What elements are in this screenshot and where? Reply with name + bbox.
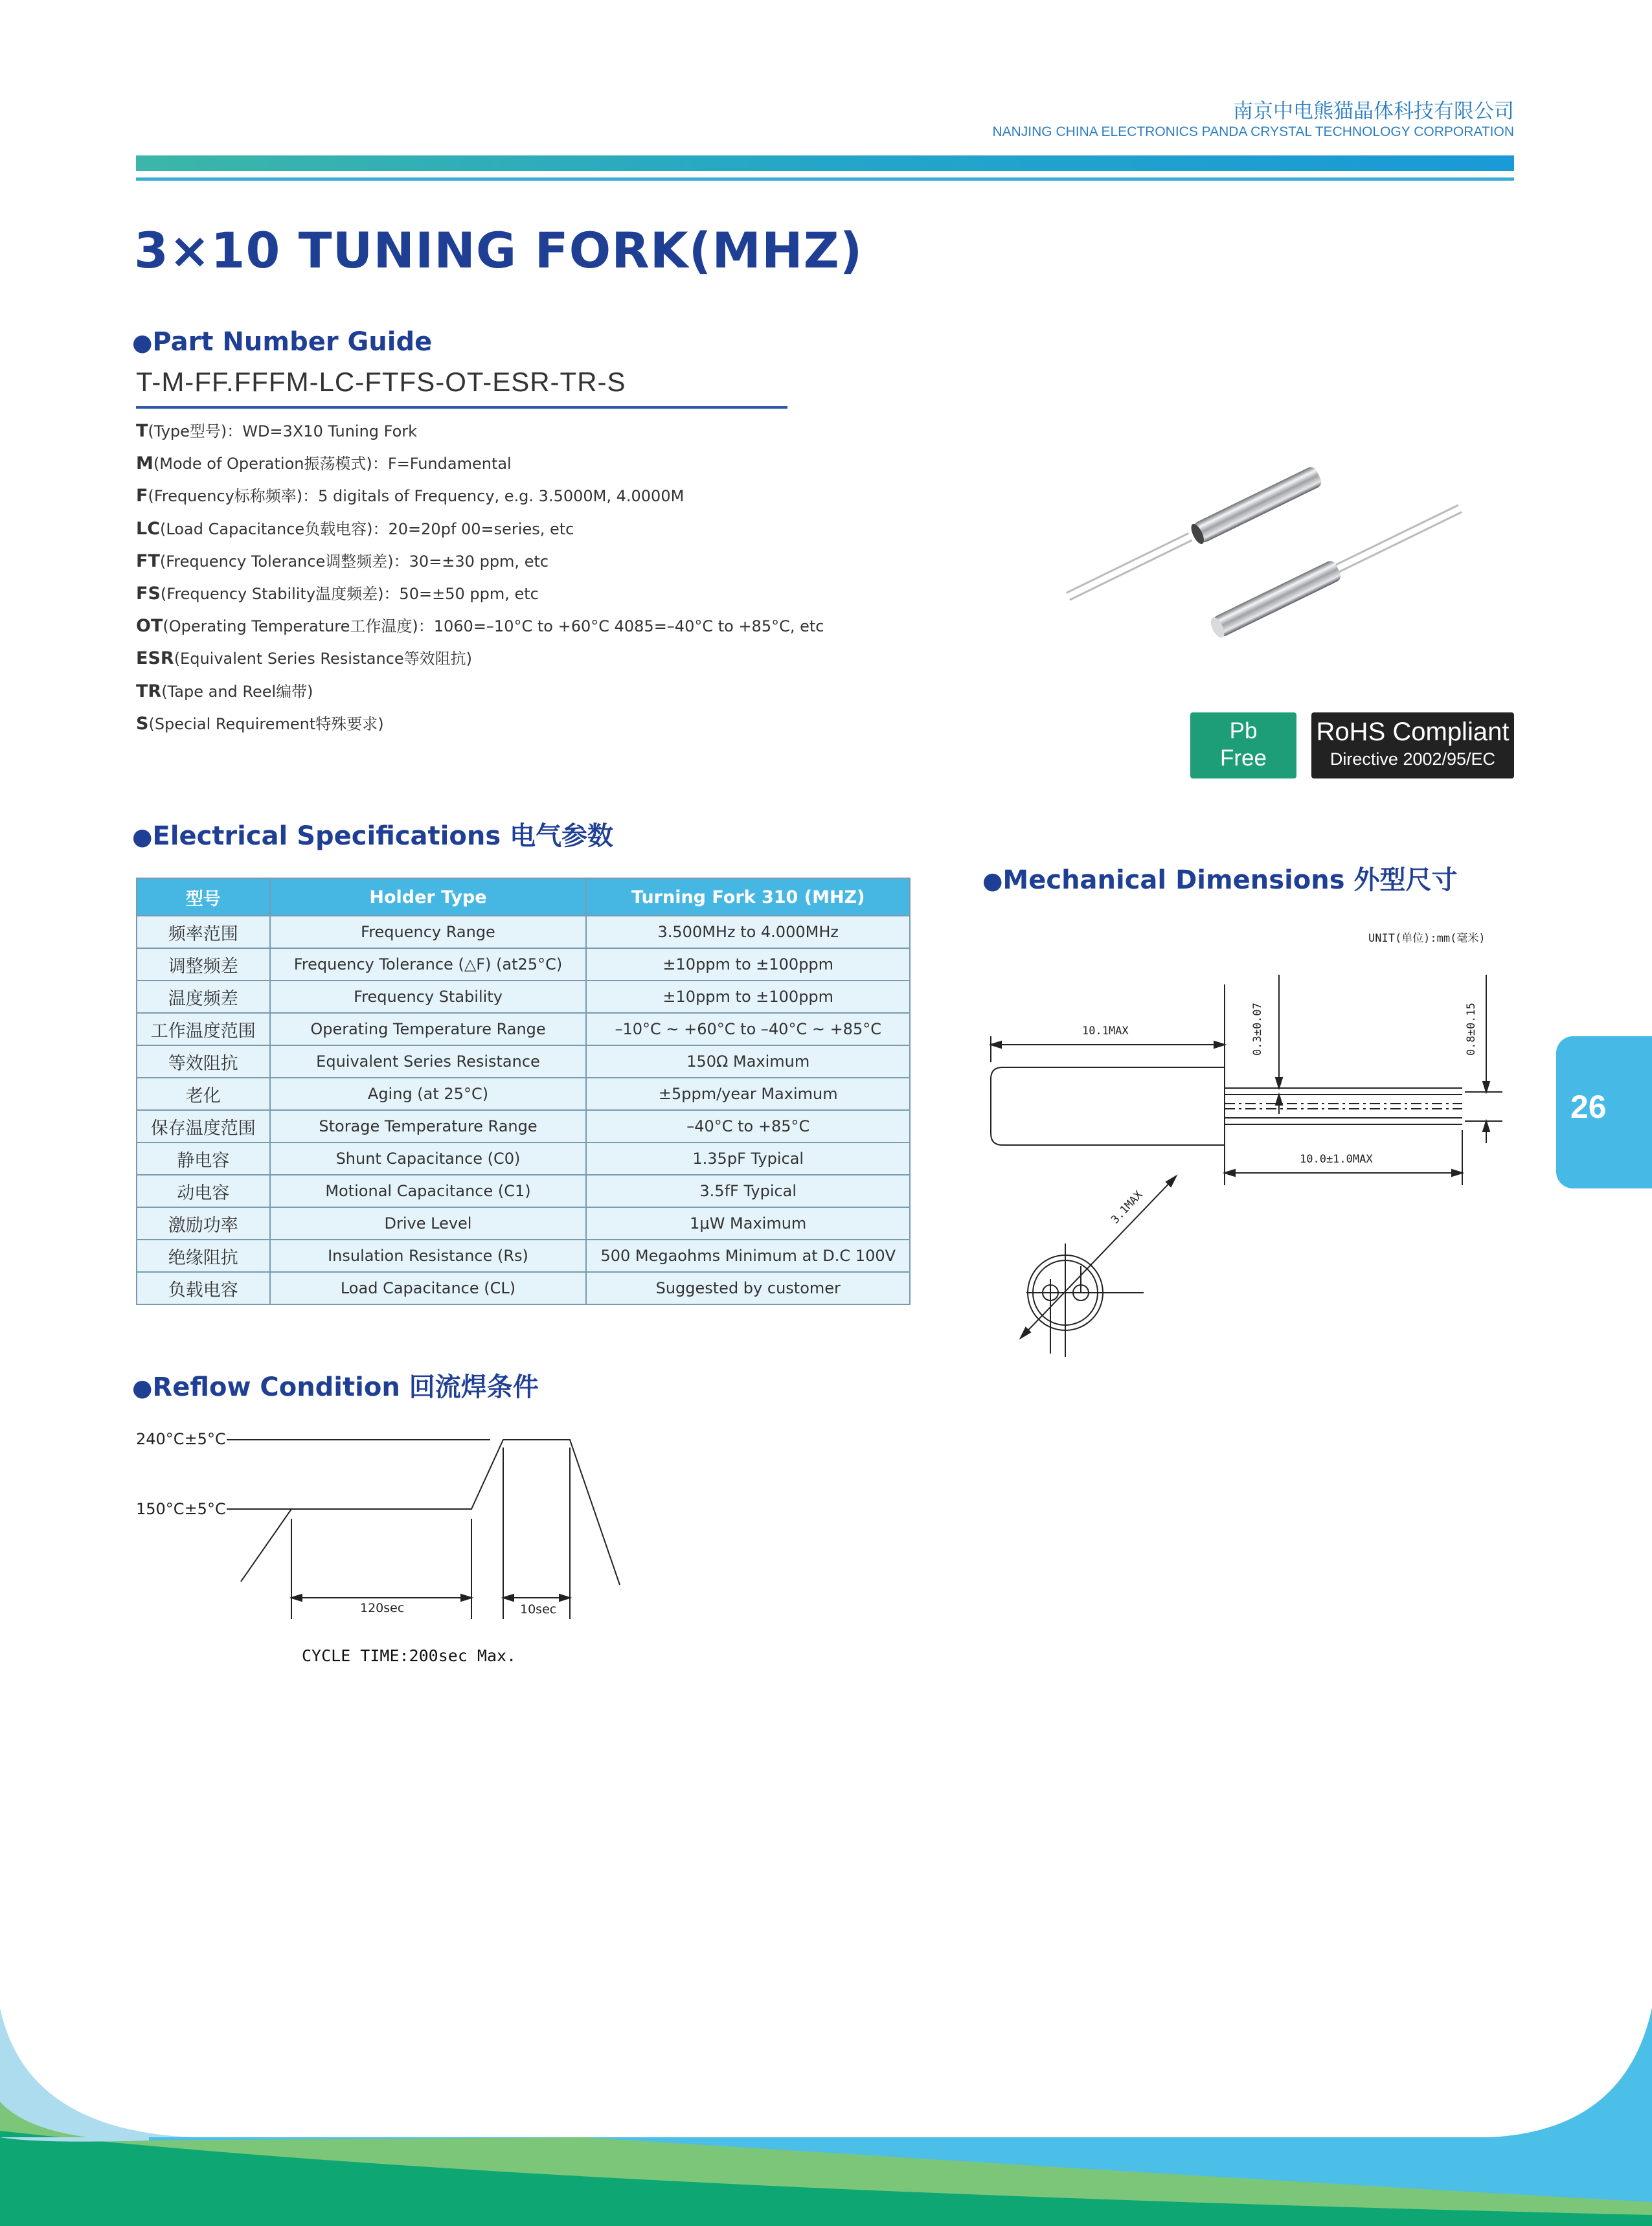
guide-row-special bbox=[136, 712, 824, 745]
guide-text: (Mode of Operation振荡模式)：F=Fundamental bbox=[153, 455, 512, 473]
table-cell: Equivalent Series Resistance bbox=[270, 1045, 587, 1078]
guide-row-load-capacitance bbox=[136, 517, 824, 550]
table-cell: Operating Temperature Range bbox=[270, 1013, 587, 1045]
electrical-heading bbox=[132, 815, 613, 852]
dim-diameter-label: 3.1MAX bbox=[1109, 1188, 1146, 1227]
table-cell: 温度频差 bbox=[137, 981, 270, 1013]
guide-text: (Frequency Tolerance调整频差)：30=±30 ppm, etc bbox=[159, 552, 549, 571]
bullet-icon: ● bbox=[132, 330, 153, 356]
table-cell: 调整频差 bbox=[137, 948, 270, 981]
end-view-pin-right bbox=[1073, 1285, 1089, 1300]
page-title: 3×10 TUNING FORK(MHZ) bbox=[134, 221, 863, 279]
table-cell: 3.5fF Typical bbox=[586, 1175, 910, 1207]
rohs-badge bbox=[1311, 712, 1514, 778]
guide-row-type bbox=[136, 420, 824, 452]
dim-lead-length-label: 10.0±1.0MAX bbox=[1300, 1153, 1373, 1166]
guide-key: FS bbox=[136, 583, 161, 604]
table-cell: –10°C ~ +60°C to –40°C ~ +85°C bbox=[586, 1013, 910, 1045]
electrical-spec-table bbox=[136, 878, 911, 1305]
guide-key: OT bbox=[136, 616, 163, 637]
table-cell: 1.35pF Typical bbox=[586, 1142, 910, 1175]
part-number-heading bbox=[132, 327, 432, 357]
column-header: Holder Type bbox=[270, 878, 587, 916]
column-header: 型号 bbox=[137, 878, 270, 916]
guide-key: S bbox=[136, 713, 149, 734]
part-number-underline bbox=[136, 406, 787, 409]
rohs-badge-line1: RoHS Compliant bbox=[1316, 718, 1510, 746]
guide-key: TR bbox=[136, 681, 162, 701]
part-number-list bbox=[136, 420, 824, 745]
table-cell: 500 Megaohms Minimum at D.C 100V bbox=[586, 1240, 910, 1272]
guide-text: (Frequency Stability温度频差)：50=±50 ppm, etc bbox=[160, 584, 539, 603]
table-row bbox=[137, 1013, 910, 1045]
table-cell: ±5ppm/year Maximum bbox=[586, 1078, 910, 1110]
guide-text: (Load Capacitance负载电容)：20=20pf 00=series, etc bbox=[160, 519, 574, 538]
guide-row-stability bbox=[136, 582, 824, 615]
reflow-peak-temp-label: 240°C±5°C bbox=[136, 1430, 226, 1448]
guide-key: M bbox=[136, 453, 153, 474]
table-row bbox=[137, 1272, 910, 1304]
guide-key: FT bbox=[136, 551, 160, 571]
footer-waves bbox=[0, 2008, 1652, 2226]
table-cell: 150Ω Maximum bbox=[586, 1045, 910, 1078]
end-view-pin-left bbox=[1043, 1285, 1058, 1300]
table-cell: 激励功率 bbox=[137, 1207, 270, 1240]
company-name-en: NANJING CHINA ELECTRONICS PANDA CRYSTAL TECHNOLOGY CORPORATION bbox=[992, 124, 1514, 139]
mechanical-drawing bbox=[991, 975, 1502, 1357]
dim-pin-pitch-label: 0.8±0.15 bbox=[1465, 1003, 1478, 1056]
reflow-heading bbox=[132, 1367, 539, 1403]
reflow-soak-time-label: 120sec bbox=[360, 1601, 405, 1615]
table-cell: Storage Temperature Range bbox=[270, 1110, 587, 1142]
table-cell: Suggested by customer bbox=[586, 1272, 910, 1304]
guide-text: (Frequency标称频率)：5 digitals of Frequency, e.g. 3.5000M, 4.0000M bbox=[148, 487, 685, 506]
guide-row-mode bbox=[136, 452, 824, 484]
guide-text: (Special Requirement特殊要求) bbox=[148, 714, 384, 733]
table-cell: Insulation Resistance (Rs) bbox=[270, 1240, 587, 1272]
bullet-icon: ● bbox=[132, 824, 153, 850]
reflow-profile bbox=[227, 1440, 620, 1619]
bullet-icon: ● bbox=[982, 868, 1003, 894]
pb-badge-line1: Pb bbox=[1229, 718, 1258, 744]
guide-row-tape-reel bbox=[136, 680, 824, 712]
table-cell: Frequency Stability bbox=[270, 981, 587, 1013]
table-row bbox=[137, 1045, 910, 1078]
table-cell: 绝缘阻抗 bbox=[137, 1240, 270, 1272]
dim-length-label: 10.1MAX bbox=[1082, 1025, 1129, 1038]
mechanical-heading-text: Mechanical Dimensions 外型尺寸 bbox=[1002, 865, 1458, 895]
table-cell: 3.500MHz to 4.000MHz bbox=[586, 916, 910, 948]
reflow-curve bbox=[241, 1440, 620, 1585]
column-header: Turning Fork 310 (MHZ) bbox=[586, 878, 910, 916]
guide-row-tolerance bbox=[136, 550, 824, 582]
pb-badge-line2: Free bbox=[1220, 745, 1267, 771]
rohs-badge-line2: Directive 2002/95/EC bbox=[1330, 749, 1496, 769]
guide-row-frequency bbox=[136, 484, 824, 517]
table-header-row bbox=[137, 878, 910, 916]
guide-key: F bbox=[136, 486, 148, 506]
table-cell: 静电容 bbox=[137, 1142, 270, 1175]
electrical-heading-text: Electrical Specifications 电气参数 bbox=[152, 821, 614, 851]
guide-key: LC bbox=[136, 518, 161, 539]
table-row bbox=[137, 1207, 910, 1240]
table-cell: ±10ppm to ±100ppm bbox=[586, 981, 910, 1013]
table-row bbox=[137, 1142, 910, 1175]
table-cell: 负载电容 bbox=[137, 1272, 270, 1304]
guide-key: T bbox=[136, 421, 148, 441]
end-view-outer bbox=[1028, 1255, 1103, 1330]
table-row bbox=[137, 1175, 910, 1207]
table-cell: Shunt Capacitance (C0) bbox=[270, 1142, 587, 1175]
table-cell: Load Capacitance (CL) bbox=[270, 1272, 587, 1304]
reflow-peak-time-label: 10sec bbox=[520, 1602, 557, 1617]
end-view-inner bbox=[1033, 1260, 1098, 1325]
guide-text: (Type型号)：WD=3X10 Tuning Fork bbox=[148, 422, 418, 440]
guide-row-temperature bbox=[136, 615, 824, 647]
table-cell: ±10ppm to ±100ppm bbox=[586, 948, 910, 981]
guide-key: ESR bbox=[136, 648, 174, 669]
reflow-heading-text: Reflow Condition 回流焊条件 bbox=[152, 1372, 539, 1402]
page-number: 26 bbox=[1570, 1089, 1607, 1125]
table-cell: 1μW Maximum bbox=[586, 1207, 910, 1240]
unit-label: UNIT(单位):mm(毫米) bbox=[1368, 932, 1486, 945]
dim-pin-diameter-label: 0.3±0.07 bbox=[1251, 1003, 1264, 1056]
table-cell: Frequency Tolerance (△F) (at25°C) bbox=[270, 948, 587, 981]
table-row bbox=[137, 948, 910, 981]
guide-row-esr bbox=[136, 647, 824, 679]
table-cell: 频率范围 bbox=[137, 916, 270, 948]
bullet-icon: ● bbox=[132, 1375, 153, 1402]
table-cell: 动电容 bbox=[137, 1175, 270, 1207]
table-cell: 保存温度范围 bbox=[137, 1110, 270, 1142]
guide-text: (Operating Temperature工作温度)：1060=–10°C to +60°C 4085=–40°C to +85°C, etc bbox=[163, 617, 824, 636]
table-cell: 老化 bbox=[137, 1078, 270, 1110]
reflow-cycle-time: CYCLE TIME:200sec Max. bbox=[302, 1646, 517, 1665]
crystal-product-image bbox=[1056, 453, 1470, 648]
table-cell: –40°C to +85°C bbox=[586, 1110, 910, 1142]
table-cell: 等效阻抗 bbox=[137, 1045, 270, 1078]
guide-text: (Tape and Reel编带) bbox=[161, 682, 313, 701]
part-number-heading-text: Part Number Guide bbox=[152, 327, 433, 357]
table-row bbox=[137, 1078, 910, 1110]
table-row bbox=[137, 1110, 910, 1142]
table-row bbox=[137, 981, 910, 1013]
table-cell: Motional Capacitance (C1) bbox=[270, 1175, 587, 1207]
table-cell: Frequency Range bbox=[270, 916, 587, 948]
mechanical-heading bbox=[982, 859, 1457, 896]
crystal-body-outline bbox=[991, 1067, 1225, 1145]
header-bar bbox=[136, 155, 1514, 171]
table-cell: 工作温度范围 bbox=[137, 1013, 270, 1045]
guide-text: (Equivalent Series Resistance等效阻抗) bbox=[174, 650, 473, 668]
pb-free-badge bbox=[1190, 712, 1296, 778]
company-name-cn: 南京中电熊猫晶体科技有限公司 bbox=[1233, 100, 1514, 123]
reflow-soak-temp-label: 150°C±5°C bbox=[136, 1500, 226, 1518]
table-cell: Aging (at 25°C) bbox=[270, 1078, 587, 1110]
part-number-code: T-M-FF.FFFM-LC-FTFS-OT-ESR-TR-S bbox=[136, 367, 626, 397]
header-rule bbox=[136, 177, 1514, 181]
table-cell: Drive Level bbox=[270, 1207, 587, 1240]
table-row bbox=[137, 916, 910, 948]
table-row bbox=[137, 1240, 910, 1272]
page-number-tab bbox=[1556, 1036, 1652, 1188]
